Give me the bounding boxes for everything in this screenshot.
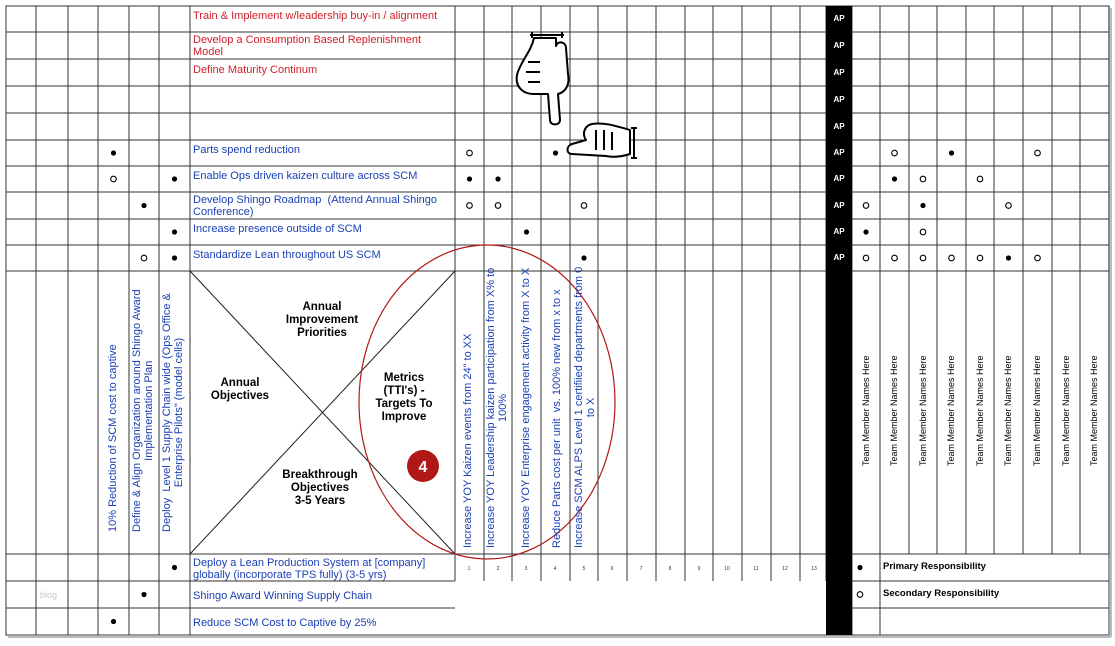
dot-secondary [1035, 255, 1041, 261]
dot-primary [111, 619, 116, 624]
team-member-3: Team Member Names Here [918, 355, 928, 466]
bottom-row-text-1: Deploy a Lean Production System at [company] globally (incorporate TPS fully) (3-5 yrs) [193, 556, 426, 581]
dot-primary [172, 229, 177, 234]
bottom-row-text-3: Reduce SCM Cost to Captive by 25% [193, 616, 377, 629]
ap-label-3: AP [833, 67, 845, 77]
legend-secondary-label: Secondary Responsibility [883, 587, 1000, 599]
team-member-2: Team Member Names Here [889, 355, 899, 466]
legend-primary-label: Primary Responsibility [883, 560, 986, 572]
metric-tick-1: 1 [467, 566, 471, 572]
top-row-text-9: Increase presence outside of SCM [193, 223, 362, 235]
team-member-9: Team Member Names Here [1089, 355, 1099, 466]
team-member-1: Team Member Names Here [861, 355, 871, 466]
dot-secondary [977, 255, 983, 261]
dot-secondary [920, 229, 926, 235]
top-row-text-3: Define Maturity Continum [193, 63, 318, 76]
dot-primary [172, 565, 177, 570]
metric-tick-8: 8 [668, 566, 672, 572]
metric-tick-13: 13 [811, 566, 817, 572]
dot-primary [524, 229, 529, 234]
metric-tick-11: 11 [753, 566, 759, 572]
ap-label-8: AP [833, 200, 845, 210]
dot-primary [467, 176, 472, 181]
dot-primary [172, 176, 177, 181]
metric-tick-9: 9 [697, 566, 701, 572]
legend-primary-dot [857, 565, 862, 570]
dot-secondary [467, 203, 473, 209]
matrix-label-improvement: Annual Improvement Priorities [285, 300, 359, 339]
annual-objective-3: Deploy Level 1 Supply Chain wide (Ops Office & Enterprise Pilots" (model cells) [161, 293, 185, 532]
dot-primary [1006, 255, 1011, 260]
watermark-text: blog [40, 589, 58, 600]
ap-label-1: AP [833, 14, 845, 23]
dot-primary [141, 203, 146, 208]
dot-primary [863, 229, 868, 234]
dot-primary [111, 150, 116, 155]
dot-primary [172, 255, 177, 260]
team-member-7: Team Member Names Here [1032, 355, 1042, 466]
ap-label-9: AP [833, 227, 845, 236]
bottom-row-text-2: Shingo Award Winning Supply Chain [193, 589, 372, 602]
top-row-text-10: Standardize Lean throughout US SCM [193, 249, 381, 261]
dot-secondary [111, 176, 117, 182]
dot-primary [495, 176, 500, 181]
top-row-text-2: Develop a Consumption Based Replenishment Model [193, 33, 422, 58]
team-member-4: Team Member Names Here [946, 355, 956, 466]
dot-secondary [949, 255, 955, 261]
ap-label-10: AP [833, 253, 845, 262]
top-row-text-7: Enable Ops driven kaizen culture across SCM [193, 170, 418, 182]
metric-1: Increase YOY Kaizen events from 24" to XX [462, 333, 474, 548]
dot-primary [949, 150, 954, 155]
team-member-8: Team Member Names Here [1061, 355, 1071, 466]
dot-secondary [467, 150, 473, 156]
top-row-text-6: Parts spend reduction [193, 144, 301, 156]
dot-secondary [1035, 150, 1041, 156]
dot-secondary [977, 176, 983, 182]
annual-objective-2: Define & Align Organization around Shingo Award Implementation Plan [131, 289, 155, 532]
dot-primary [892, 176, 897, 181]
metric-tick-5: 5 [582, 566, 586, 572]
dot-secondary [581, 203, 587, 209]
legend-secondary-dot [857, 592, 863, 598]
annual-objective-1: 10% Reduction of SCM cost to captive [107, 344, 119, 532]
metric-2: Increase YOY Leadership kaizen participation from X% to 100% [485, 267, 509, 548]
metric-tick-4: 4 [553, 566, 557, 572]
ap-label-4: AP [833, 94, 845, 104]
dot-secondary [892, 150, 898, 156]
dot-secondary [920, 255, 926, 261]
dot-secondary [863, 203, 869, 209]
ap-label-2: AP [833, 40, 845, 50]
ap-label-5: AP [833, 121, 845, 131]
matrix-label-objectives: Annual Objectives [210, 377, 270, 402]
dot-primary [920, 203, 925, 208]
metric-tick-6: 6 [610, 566, 614, 572]
top-row-text-8: Develop Shingo Roadmap (Attend Annual Shingo Conference) [193, 193, 438, 218]
top-row-text-1: Train & Implement w/leadership buy-in / alignment [193, 10, 438, 22]
metric-3: Increase YOY Enterprise engagement activity from X to X [520, 267, 532, 548]
dot-secondary [495, 203, 501, 209]
dot-primary [141, 592, 146, 597]
metric-4: Reduce Parts cost per unit vs. 100% new from x to x [551, 289, 563, 548]
ap-label-6: AP [833, 148, 845, 157]
metric-tick-7: 7 [639, 566, 643, 572]
metric-tick-12: 12 [782, 566, 788, 572]
dot-secondary [1006, 203, 1012, 209]
team-member-5: Team Member Names Here [975, 355, 985, 466]
callout-number: 4 [418, 459, 428, 476]
metric-tick-2: 2 [496, 566, 500, 572]
ap-label-7: AP [833, 174, 845, 183]
dot-secondary [863, 255, 869, 261]
dot-secondary [892, 255, 898, 261]
dot-secondary [141, 255, 147, 261]
dot-secondary [920, 176, 926, 182]
matrix-label-breakthrough: Breakthrough Objectives 3-5 Years [282, 468, 358, 507]
metric-5: Increase SCM ALPS Level 1 certifiied departments from 0 to X [573, 266, 597, 548]
dot-primary [581, 255, 586, 260]
dot-primary [553, 150, 558, 155]
metric-tick-3: 3 [524, 566, 528, 572]
metric-tick-10: 10 [724, 566, 730, 572]
team-member-6: Team Member Names Here [1003, 355, 1013, 466]
matrix-label-metrics: Metrics (TTI's) - Targets To Improve [375, 372, 433, 423]
